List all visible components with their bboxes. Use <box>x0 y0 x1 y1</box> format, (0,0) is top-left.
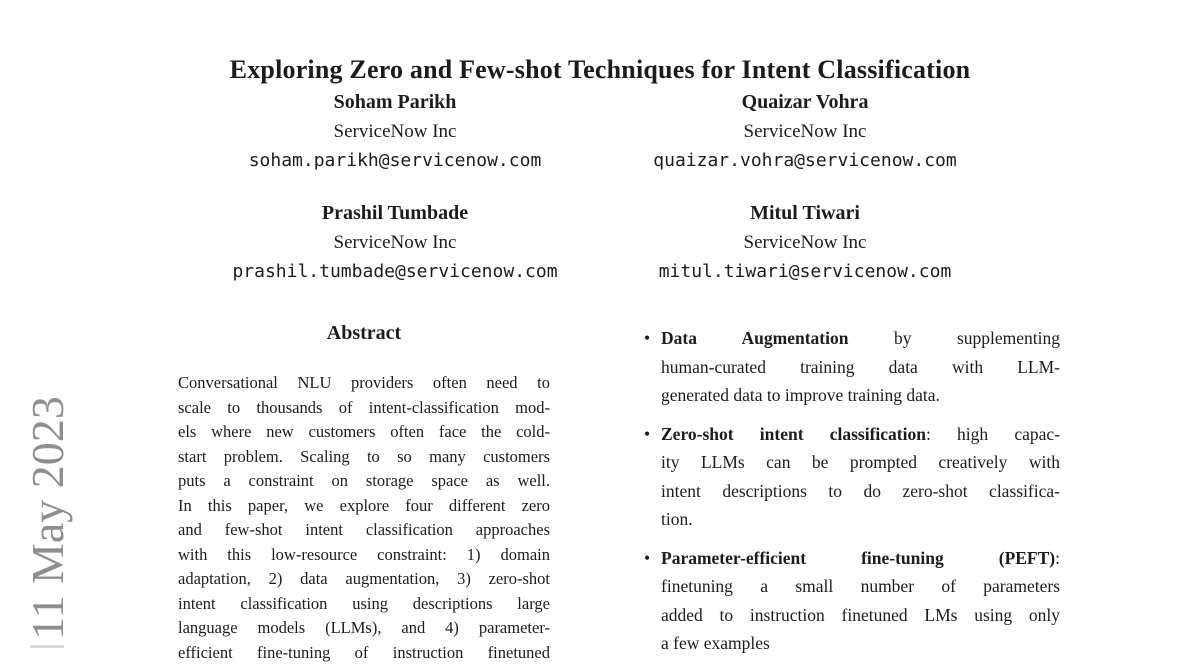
author-email: mitul.tiwari@servicenow.com <box>658 261 952 282</box>
author-email: quaizar.vohra@servicenow.com <box>653 150 957 171</box>
arxiv-date-watermark: 11 May 2023 <box>22 396 73 640</box>
author-name: Quaizar Vohra <box>741 91 869 113</box>
author-section <box>190 88 1010 286</box>
text-line: Conversational NLU providers often need to <box>178 373 550 392</box>
text-line: and few-shot intent classification approaches <box>178 520 550 539</box>
author-name: Mitul Tiwari <box>750 202 860 224</box>
text-line: intent descriptions to do zero-shot classifica- <box>661 480 1060 501</box>
bullet-text <box>661 324 1060 410</box>
author-affiliation: ServiceNow Inc <box>333 232 457 253</box>
author-affiliation: ServiceNow Inc <box>743 232 867 253</box>
text-line: tion. <box>661 509 693 529</box>
author-row <box>190 199 1010 286</box>
text-line: added to instruction finetuned LMs using only <box>661 604 1060 625</box>
author-email: prashil.tumbade@servicenow.com <box>232 261 558 282</box>
text-line: adaptation, 2) data augmentation, 3) zero-shot <box>178 569 550 588</box>
text-line: with this low-resource constraint: 1) domain <box>178 544 550 564</box>
author-affiliation: ServiceNow Inc <box>333 121 457 142</box>
text-line: puts a constraint on storage space as well. <box>178 471 550 490</box>
text-line: Parameter-efficient fine-tuning (PEFT): <box>661 547 1060 568</box>
abstract-body <box>178 371 550 665</box>
text-line: finetuning a small number of parameters <box>661 576 1060 596</box>
author-block-mitul-tiwari <box>600 199 1010 286</box>
text-line: In this paper, we explore four different zero <box>178 495 550 515</box>
text-line: Data Augmentation by supplementing <box>661 328 1060 348</box>
text-line: efficient fine-tuning of instruction finetuned <box>178 642 550 662</box>
abstract-heading: Abstract <box>326 322 402 344</box>
bullet-list <box>640 324 1060 668</box>
text-line: els where new customers often face the cold- <box>178 422 550 441</box>
text-line: ity LLMs can be prompted creatively with <box>661 452 1060 472</box>
abstract-column <box>178 322 550 665</box>
bullet-icon: • <box>644 423 651 444</box>
bullet-item-peft <box>640 544 1060 658</box>
author-name: Prashil Tumbade <box>321 202 469 224</box>
bullet-item-zero-shot <box>640 420 1060 534</box>
text-line: generated data to improve training data. <box>661 385 940 405</box>
author-block-soham-parikh <box>190 88 600 175</box>
page-title: Exploring Zero and Few-shot Techniques for Intent Classification <box>229 55 971 85</box>
bullet-icon: • <box>644 547 651 568</box>
text-line: language models (LLMs), and 4) parameter- <box>178 618 550 637</box>
text-line: a few examples <box>661 633 770 653</box>
text-line: start problem. Scaling to so many customers <box>178 446 550 466</box>
bullet-item-data-augmentation <box>640 324 1060 410</box>
author-email: soham.parikh@servicenow.com <box>248 150 542 171</box>
author-block-quaizar-vohra <box>600 88 1010 175</box>
text-line: scale to thousands of intent-classification mod- <box>178 397 550 417</box>
bullet-text <box>661 420 1060 534</box>
author-name: Soham Parikh <box>333 91 457 113</box>
bullet-text <box>661 544 1060 658</box>
text-line: Zero-shot intent classification: high capac- <box>661 423 1060 444</box>
author-block-prashil-tumbade <box>190 199 600 286</box>
text-line: intent classification using descriptions large <box>178 593 550 613</box>
text-line: human-curated training data with LLM- <box>661 356 1060 377</box>
author-affiliation: ServiceNow Inc <box>743 121 867 142</box>
bullet-icon: • <box>644 328 651 348</box>
author-row <box>190 88 1010 175</box>
